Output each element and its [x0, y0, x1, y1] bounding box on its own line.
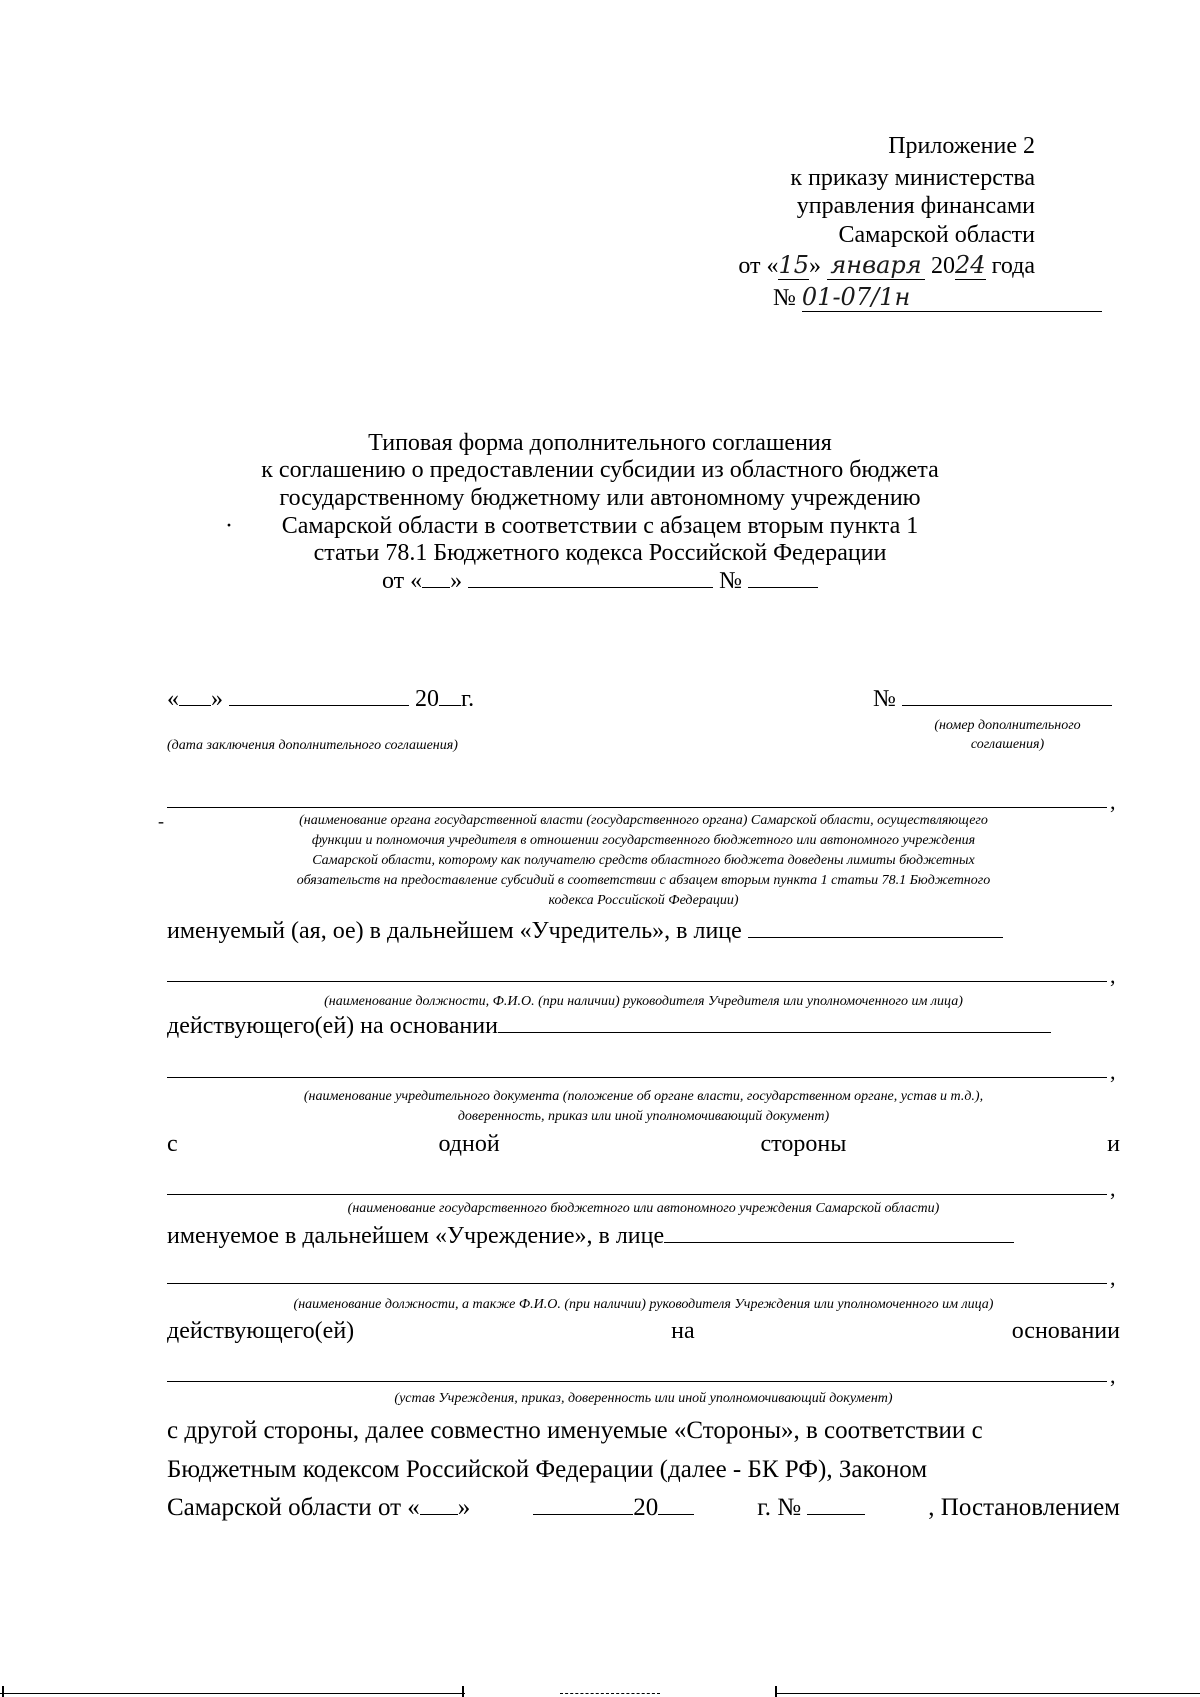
organ-note-5: кодекса Российской Федерации) — [548, 893, 739, 908]
institution-line — [167, 1194, 1107, 1195]
organ-line — [167, 807, 1107, 808]
scan-artifact-mark-3 — [775, 1686, 777, 1697]
paragraph-line-3-b — [533, 1494, 694, 1522]
founder-person-blank — [748, 937, 1003, 938]
scan-artifact-line-2 — [560, 1693, 660, 1694]
appendix-date — [738, 251, 1035, 280]
paragraph-line-3-a — [167, 1494, 470, 1522]
para3-no: г. № — [757, 1494, 802, 1521]
institution-person-blank — [664, 1242, 1014, 1243]
founder-doc-note-1: (наименование учредительного документа (положение об органе власти, государственном органе, устав и т.д.), — [303, 1089, 984, 1104]
law-day-blank — [420, 1514, 458, 1515]
title-day-blank — [422, 587, 450, 588]
institution-comma: , — [1110, 1176, 1116, 1201]
appendix-date-day: 15 — [778, 251, 810, 279]
agreement-date-row — [167, 685, 474, 713]
founder-acting-text: действующего(ей) на основании — [167, 1013, 498, 1039]
one-side-c: с — [167, 1131, 178, 1157]
appendix-date-month: января — [827, 251, 925, 280]
scan-artifact-mark-1 — [2, 1686, 4, 1697]
institution-acting-2: на — [671, 1318, 695, 1344]
founder-head-comma: , — [1110, 963, 1116, 988]
agreement-date-open: « — [167, 686, 179, 712]
agreement-day-blank — [179, 705, 211, 706]
title-line-5: статьи 78.1 Бюджетного кодекса Российской Федерации — [313, 540, 887, 566]
appendix-line-2: к приказу министерства — [790, 165, 1035, 191]
appendix-line-4: Самарской области — [838, 222, 1035, 248]
founder-doc-note-2: доверенность, приказ или иной уполномочивающий документ) — [457, 1109, 830, 1124]
para3-quote: » — [457, 1494, 471, 1521]
institution-doc-comma: , — [1110, 1363, 1116, 1388]
agreement-month-blank — [229, 705, 409, 706]
founder-head-note: (наименование должности, Ф.И.О. (при наличии) руководителя Учредителя или уполномоченного им лица) — [324, 994, 963, 1009]
title-from: от « — [381, 568, 423, 594]
stray-dot-2: - — [158, 811, 164, 831]
para3-resolution: , Постановлением — [928, 1494, 1120, 1521]
title-month-blank — [468, 587, 713, 588]
agreement-date-note: (дата заключения дополнительного соглашения) — [167, 738, 458, 753]
law-month-blank — [533, 1514, 633, 1515]
agreement-number-sign: № — [873, 686, 896, 712]
title-quote: » — [450, 568, 463, 594]
scan-artifact-line-3 — [775, 1693, 1200, 1694]
para3-year: 20 — [633, 1494, 659, 1521]
law-year-blank — [658, 1514, 694, 1515]
scan-artifact-mark-2 — [462, 1686, 464, 1697]
appendix-number-value: 01-07/1н — [802, 283, 1102, 312]
para3-from: Самарской области от « — [167, 1494, 420, 1521]
scan-artifact-line-1 — [0, 1693, 465, 1694]
appendix-date-suffix: года — [991, 253, 1035, 279]
founder-named — [167, 917, 1003, 945]
paragraph-line-1 — [167, 1417, 1120, 1445]
institution-named — [167, 1222, 1014, 1250]
appendix-line-1: Приложение 2 — [888, 133, 1035, 159]
institution-doc-note: (устав Учреждения, приказ, доверенность или иной уполномочивающий документ) — [394, 1391, 893, 1406]
organ-note-2: функции и полномочия учредителя в отношении государственного бюджетного или автономного учреждения — [311, 833, 976, 848]
title-no: № — [719, 568, 743, 594]
founder-basis-blank — [498, 1032, 1051, 1033]
founder-head-line — [167, 981, 1107, 982]
appendix-date-year-prefix: 20 — [931, 253, 956, 279]
paragraph-line-2-text: Бюджетным кодексом Российской Федерации (далее - БК РФ), Законом — [167, 1456, 928, 1483]
appendix-date-mid: » — [809, 253, 822, 279]
appendix-line-3: управления финансами — [796, 193, 1035, 219]
one-side-and: и — [1107, 1131, 1120, 1157]
agreement-number-note-1: (номер дополнительного — [934, 718, 1081, 733]
agreement-year: 20 — [415, 686, 439, 712]
title-line-4: Самарской области в соответствии с абзацем вторым пункта 1 — [281, 513, 919, 539]
appendix-date-prefix: от « — [738, 253, 779, 279]
agreement-number-note-2: соглашения) — [970, 737, 1045, 752]
institution-named-text: именуемое в дальнейшем «Учреждение», в лице — [167, 1223, 665, 1249]
title-line-1: Типовая форма дополнительного соглашения — [368, 430, 832, 456]
founder-doc-line — [167, 1077, 1107, 1078]
agreement-date-close: » — [211, 686, 223, 712]
founder-acting — [167, 1012, 1051, 1040]
organ-note-3: Самарской области, которому как получателю средств областного бюджета доведены лимиты бюджетных — [312, 853, 975, 868]
paragraph-line-1-text: с другой стороны, далее совместно именуемые «Стороны», в соответствии с — [167, 1417, 983, 1444]
title-number-blank — [748, 587, 818, 588]
institution-acting-3: основании — [1011, 1318, 1120, 1344]
paragraph-line-3-c — [757, 1494, 865, 1522]
organ-note-1: (наименование органа государственной власти (государственного органа) Самарской области, осуществляющего — [299, 813, 988, 828]
institution-acting-1: действующего(ей) — [167, 1318, 355, 1344]
title-line-2: к соглашению о предоставлении субсидии из областного бюджета — [261, 457, 939, 483]
one-side-sides: стороны — [760, 1131, 847, 1157]
organ-note-4: обязательств на предоставление субсидий в соответствии с абзацем вторым пункта 1 статьи 78.1 Бюджетного — [296, 873, 991, 888]
appendix-date-year-suffix: 24 — [955, 251, 986, 279]
law-number-blank — [807, 1514, 865, 1515]
founder-named-text: именуемый (ая, ое) в дальнейшем «Учредитель», в лице — [167, 918, 742, 944]
agreement-year-blank — [439, 705, 461, 706]
title-line-3: государственному бюджетному или автономному учреждению — [279, 485, 921, 511]
institution-head-line — [167, 1283, 1107, 1284]
institution-head-comma: , — [1110, 1265, 1116, 1290]
paragraph-line-3 — [167, 1494, 1120, 1522]
institution-note: (наименование государственного бюджетного или автономного учреждения Самарской области) — [347, 1201, 940, 1216]
one-side-one: одной — [438, 1131, 500, 1157]
title-line-6 — [0, 568, 1200, 595]
founder-doc-comma: , — [1110, 1059, 1116, 1084]
appendix-number — [773, 283, 1120, 312]
agreement-number-row — [873, 685, 1112, 713]
organ-comma: , — [1110, 789, 1116, 814]
stray-dot: · — [225, 513, 233, 539]
institution-acting-line — [167, 1317, 1120, 1345]
appendix-number-sign: № — [773, 285, 796, 311]
agreement-number-blank — [902, 705, 1112, 706]
paragraph-line-2 — [167, 1456, 1120, 1484]
agreement-year-suffix: г. — [461, 686, 475, 712]
institution-doc-line — [167, 1381, 1107, 1382]
one-side-line — [167, 1130, 1120, 1158]
institution-head-note: (наименование должности, а также Ф.И.О. (при наличии) руководителя Учреждения или уполномоченного им лица) — [293, 1297, 994, 1312]
